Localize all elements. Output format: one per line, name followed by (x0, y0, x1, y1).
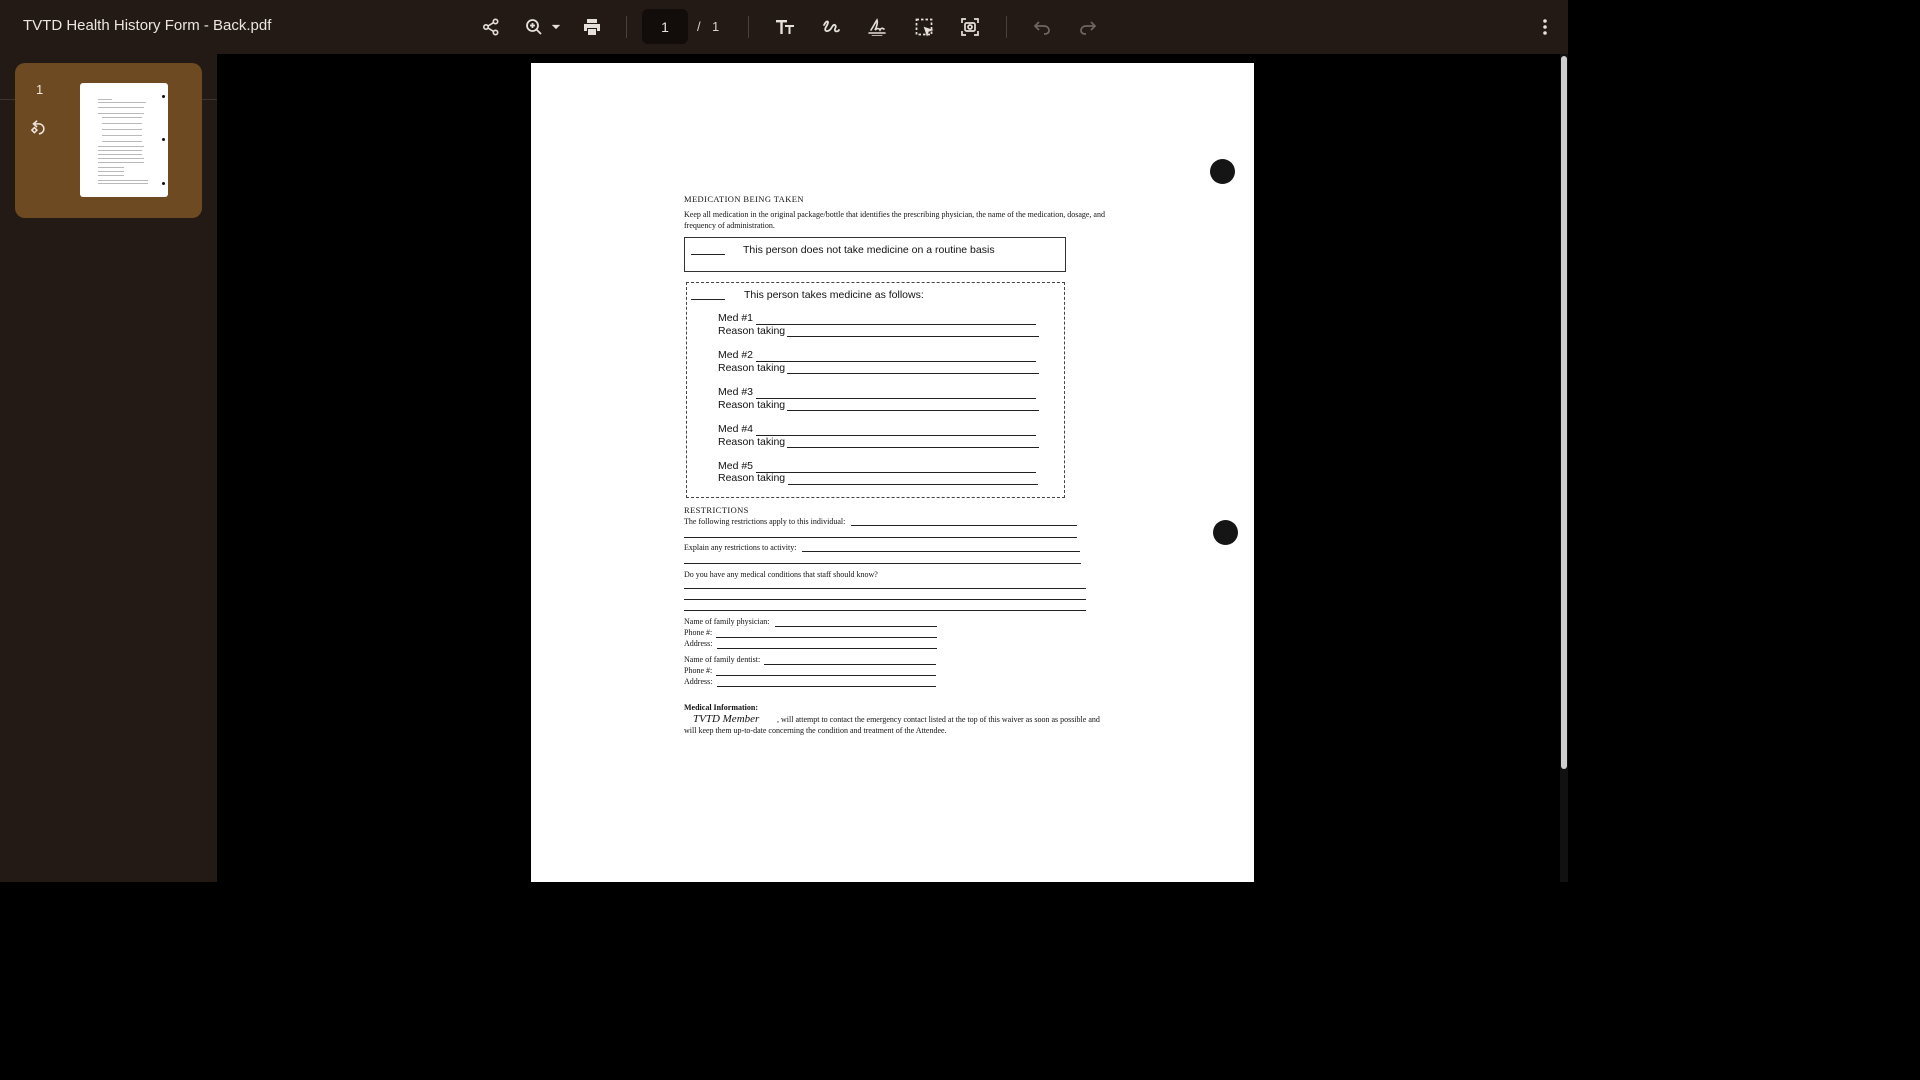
restrictions-apply-label: The following restrictions apply to this individual: (684, 517, 846, 526)
fill-line (684, 599, 1086, 600)
fill-line (802, 551, 1080, 552)
fill-line (787, 410, 1039, 411)
fill-line (764, 664, 936, 665)
share-icon (481, 17, 501, 37)
dentist-phone-label: Phone #: (684, 666, 713, 675)
fill-line (684, 610, 1086, 611)
rotate-icon (29, 118, 47, 136)
medication-instructions: Keep all medication in the original package/bottle that identifies the prescribing physician, the name of the medication, dosage, and (684, 210, 1105, 219)
fill-line (716, 675, 936, 676)
medication-heading: MEDICATION BEING TAKEN (684, 194, 804, 204)
restrictions-explain-label: Explain any restrictions to activity: (684, 543, 797, 552)
fill-line (851, 525, 1077, 526)
fill-line (756, 324, 1036, 325)
fill-line (787, 447, 1039, 448)
fill-line (684, 537, 1077, 538)
physician-phone-label: Phone #: (684, 628, 713, 637)
selection-button[interactable] (909, 12, 939, 42)
fill-line (756, 361, 1036, 362)
zoom-in-icon (524, 17, 544, 37)
signature-button[interactable] (862, 12, 892, 42)
medical-info-text-cont: will keep them up-to-date concerning the condition and treatment of the Attendee. (684, 726, 947, 735)
handwritten-entry: TVTD Member (693, 713, 760, 725)
physician-name-label: Name of family physician: (684, 617, 770, 626)
checkbox-line (691, 254, 725, 255)
physician-address-label: Address: (684, 639, 713, 648)
fill-line (756, 435, 1036, 436)
checkbox-line (691, 299, 725, 300)
medical-info-heading: Medical Information: (684, 703, 758, 712)
toolbar-divider (1006, 16, 1007, 38)
lens-icon (960, 17, 980, 37)
fill-line (684, 563, 1081, 564)
text-annotation-button[interactable] (770, 12, 800, 42)
med-label: Med #4 (718, 423, 754, 435)
med-label: Med #1 (718, 312, 754, 324)
fill-line (775, 626, 937, 627)
screenshot-search-button[interactable] (955, 12, 985, 42)
scrollbar-thumb[interactable] (1561, 56, 1567, 769)
zoom-dropdown-button[interactable] (545, 12, 567, 42)
medical-info-text: , will attempt to contact the emergency contact listed at the top of this waiver as soon as possible and (777, 715, 1100, 724)
marquee-select-icon (914, 17, 934, 37)
page-thumbnail-image[interactable] (80, 83, 168, 197)
fill-line (717, 686, 936, 687)
med-label: Med #2 (718, 349, 754, 361)
fill-line (756, 472, 1036, 473)
document-title: TVTD Health History Form - Back.pdf (23, 17, 272, 34)
thumbnail-page-number: 1 (36, 82, 44, 97)
page-total: 1 (712, 19, 720, 34)
medication-instructions-cont: frequency of administration. (684, 221, 775, 230)
toolbar-divider (626, 16, 627, 38)
medical-conditions-label: Do you have any medical conditions that staff should know? (684, 570, 878, 579)
draw-icon (821, 17, 841, 37)
dentist-address-label: Address: (684, 677, 713, 686)
takes-medicine-option: This person takes medicine as follows: (744, 289, 924, 301)
redo-icon (1078, 17, 1098, 37)
no-medicine-option: This person does not take medicine on a routine basis (743, 244, 995, 256)
fill-line (788, 484, 1038, 485)
med-label: Med #5 (718, 460, 754, 472)
more-options-button[interactable] (1530, 12, 1560, 42)
caret-down-icon (549, 20, 563, 34)
signature-icon (867, 17, 887, 37)
more-vert-icon (1535, 17, 1555, 37)
reason-label: Reason taking (718, 362, 786, 374)
print-icon (582, 17, 602, 37)
page-number-input[interactable]: 1 (642, 9, 688, 44)
share-button[interactable] (476, 12, 506, 42)
draw-button[interactable] (816, 12, 846, 42)
redo-button[interactable] (1073, 12, 1103, 42)
fill-line (756, 398, 1036, 399)
text-size-icon (775, 17, 795, 37)
pdf-page (531, 63, 1254, 882)
reason-label: Reason taking (718, 399, 786, 411)
fill-line (716, 637, 937, 638)
fill-line (684, 588, 1086, 589)
fill-line (787, 336, 1039, 337)
toolbar-divider (748, 16, 749, 38)
toolbar (0, 0, 1568, 54)
dentist-name-label: Name of family dentist: (684, 655, 761, 664)
undo-button[interactable] (1027, 12, 1057, 42)
fill-line (717, 648, 937, 649)
print-button[interactable] (577, 12, 607, 42)
reason-label: Reason taking (718, 325, 786, 337)
reason-label: Reason taking (718, 472, 786, 484)
restrictions-heading: RESTRICTIONS (684, 505, 749, 515)
punch-hole (1213, 520, 1238, 545)
vertical-scrollbar[interactable] (1560, 54, 1568, 882)
undo-icon (1032, 17, 1052, 37)
fill-line (787, 373, 1039, 374)
reason-label: Reason taking (718, 436, 786, 448)
punch-hole (1210, 159, 1235, 184)
med-label: Med #3 (718, 386, 754, 398)
page-separator: / (697, 19, 701, 34)
rotate-page-button[interactable] (29, 118, 49, 138)
